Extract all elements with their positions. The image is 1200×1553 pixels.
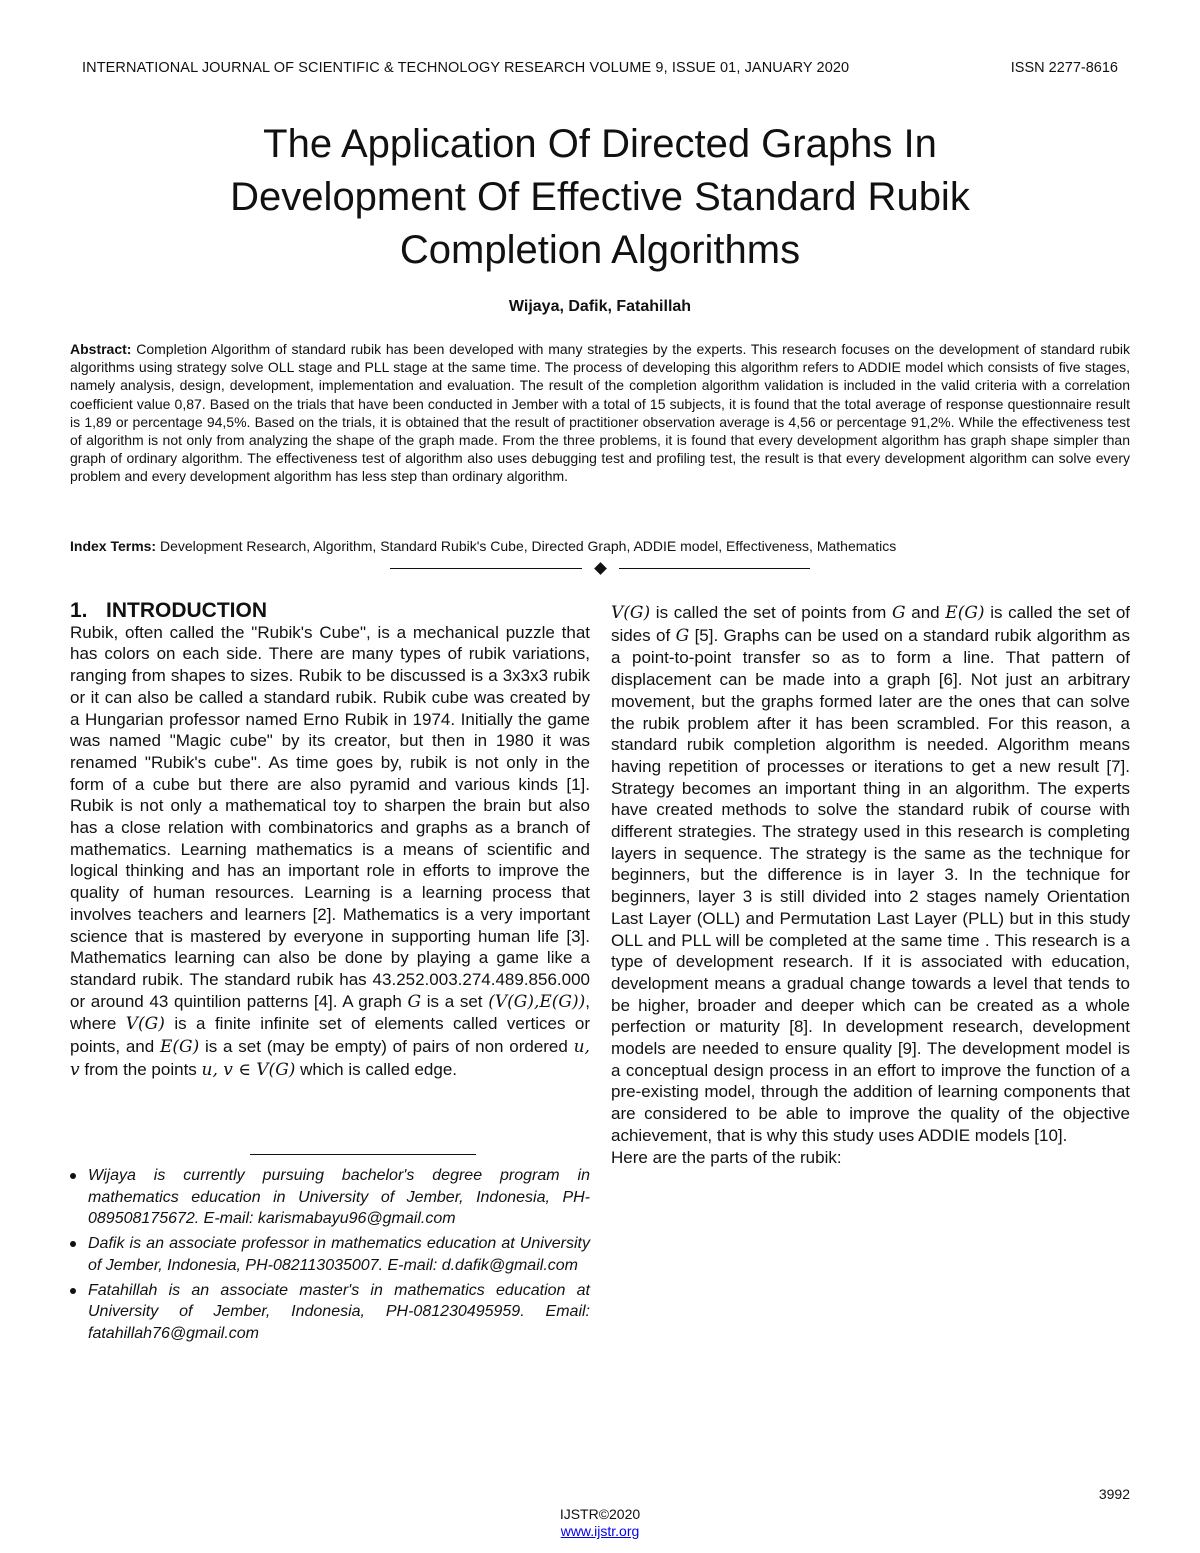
footnote-text: Dafik is an associate professor in mathematics education at University of Jember, Indonesia, PH-082113035007. E-mail: d.dafik@gmail.com (88, 1235, 590, 1274)
math-EG: E(G) (159, 1037, 200, 1058)
footnote-item (70, 1233, 590, 1276)
bullet-icon (70, 1241, 76, 1247)
section-heading (70, 600, 590, 622)
abstract-text: Completion Algorithm of standard rubik has been developed with many strategies by the experts. This research focuses on the development of standard rubik algorithms using strategy solve OLL stage and PLL stage at the same time. The process of developing this algorithm refers to ADDIE model which consists of five stages, namely analysis, design, development, implementation and evaluation. The result of the completion algorithm validation is included in the valid criteria with a correlation coefficient value 0,87. Based on the trials that have been conducted in Jember with a total of 15 subjects, it is found that the total average of response questionnaire result is 1,89 or percentage 94,5%. Based on the trials, it is obtained that the result of practitioner observation average is 4,56 or percentage 91,2%. While the effectiveness test of algorithm is not only from analyzing the shape of the graph made. From the three problems, it is found that every development algorithm has graph shape simpler than graph of ordinary algorithm. The effectiveness test of algorithm also uses debugging test and profiling test, the result is that every development algorithm can solve every problem and every development algorithm has less step than ordinary algorithm. (70, 341, 1131, 485)
title-line: The Application Of Directed Graphs In (263, 122, 937, 166)
math-uv: u, v (70, 1037, 590, 1080)
text-fragment: is a finite infinite set of elements called vertices or points, and (70, 1014, 591, 1057)
text-fragment: is a set (426, 991, 483, 1011)
text-fragment: is called the set of sides of (611, 603, 1131, 645)
bullet-icon (70, 1173, 76, 1179)
left-column (70, 600, 590, 1081)
author-footnotes (70, 1165, 590, 1348)
title-line: Completion Algorithms (399, 228, 801, 272)
divider-line (390, 568, 582, 569)
title-line: Development Of Effective Standard Rubik (230, 175, 970, 219)
text-fragment: from the points (84, 1059, 197, 1079)
body-text: [5]. Graphs can be used on a standard rubik algorithm as a point-to-point transfer so as to form a line. That pattern of displacement can be made into a graph [6]. Not just an arbitrary movement, but the graphs formed later are the ones that can solve the rubik problem after it has been scrambled. For this reason, a standard rubik completion algorithm is needed. Algorithm means having repetition of processes or iterations to get a new result [7]. Strategy becomes an important thing in an algorithm. The experts have created methods to solve the standard rubik of course with different strategies. The strategy used in this research is completing layers in sequence. The strategy is the same as the technique for beginners, but the difference is in layer 3. In the technique for beginners, layer 3 is still divided into 2 stages namely Orientation Last Layer (OLL) and Permutation Last Layer (PLL) but in this study OLL and PLL will be completed at the same time . This research is a type of development research. If it is associated with education, development means a gradual change towards a level that tends to be higher, broader and deeper which can be created as a whole perfection or maturity [8]. In development research, development models are needed to ensure quality [9]. The development model is a conceptual design process in an effort to improve the function of a pre-existing model, through the addition of learning components that are considered to be able to improve the quality of the objective achievement, that is why this study uses ADDIE models [10]. (611, 625, 1130, 1145)
intro-paragraph (70, 622, 590, 1082)
text-fragment: , where (70, 991, 590, 1034)
issn-label: ISSN 2277-8616 (1010, 60, 1118, 76)
text-fragment: is a set (may be empty) of pairs of non ordered (205, 1037, 568, 1057)
body-text: Here are the parts of the rubik: (611, 1147, 842, 1167)
diamond-icon (594, 562, 607, 575)
paper-title (100, 118, 1100, 277)
right-column (611, 602, 1130, 1168)
math-VG: V(G) (611, 603, 651, 623)
footnote-item (70, 1280, 590, 1345)
intro-text: Rubik, often called the "Rubik's Cube", is a mechanical puzzle that has colors on each side. There are many types of rubik variations, ranging from shapes to sizes. Rubik to be discussed is a 3x3x3 rubik or it can also be called a standard rubik. Rubik cube was created by a Hungarian professor named Erno Rubik in 1974. Initially the game was named "Magic cube" by its creator, but then in 1980 it was renamed "Rubik's cube". As time goes by, rubik is not only in the form of a cube but there are also pyramid and various kinds [1]. Rubik is not only a mathematical toy to sharpen the brain but also has a close relation with combinatorics and graphs as a branch of mathematics. Learning mathematics is a means of scientific and logical thinking and has an important role in efforts to improve the quality of human resources. Learning is a learning process that involves teachers and learners [2]. Mathematics is a very important science that is mastered by everyone in supporting human life [3]. Mathematics learning can also be done by playing a game like a standard rubik. The standard rubik has 43.252.003.274.489.856.000 or around 43 quintilion patterns [4]. A graph (70, 622, 590, 1011)
journal-website-link[interactable]: www.ijstr.org (560, 1523, 640, 1539)
footnote-text: Fatahillah is an associate master's in mathematics education at University of Jember, Indonesia, PH-081230495959. Email: fatahillah76@gmail.com (88, 1281, 590, 1342)
journal-running-head: INTERNATIONAL JOURNAL OF SCIENTIFIC & TECHNOLOGY RESEARCH VOLUME 9, ISSUE 01, JANUARY 2020 (82, 60, 850, 76)
section-title: INTRODUCTION (106, 599, 267, 622)
bullet-icon (70, 1288, 76, 1294)
index-terms-text: Development Research, Algorithm, Standard Rubik's Cube, Directed Graph, ADDIE model, Effectiveness, Mathematics (160, 538, 897, 554)
math-G: G (675, 625, 690, 646)
math-EG: E(G) (945, 603, 985, 623)
footnote-text: Wijaya is currently pursuing bachelor's degree program in mathematics education in University of Jember, Indonesia, PH-089508175672. E-mail: karismabayu96@gmail.com (88, 1167, 590, 1228)
footnote-item (70, 1165, 590, 1230)
footnote-rule (250, 1154, 476, 1155)
copyright-label: IJSTR©2020 (559, 1506, 641, 1522)
body-paragraph (611, 1147, 1130, 1169)
math-G: G (407, 991, 422, 1012)
abstract-label: Abstract: (70, 341, 132, 357)
math-G: G (891, 603, 906, 623)
math-uv-in-VG: u, v ∈ V(G) (201, 1059, 296, 1080)
math-set-VE: (V(G),E(G)) (488, 991, 586, 1012)
text-fragment: and (911, 603, 940, 622)
math-VG: V(G) (125, 1014, 165, 1035)
text-fragment: is called the set of points from (655, 603, 887, 622)
section-divider (390, 560, 810, 576)
abstract (70, 340, 1130, 486)
page-number: 3992 (1098, 1486, 1130, 1502)
body-paragraph (611, 602, 1130, 1147)
text-fragment: which is called edge. (300, 1059, 458, 1079)
section-number: 1. (70, 599, 88, 622)
divider-line (619, 568, 811, 569)
index-terms (70, 538, 1130, 554)
index-terms-label: Index Terms: (70, 538, 157, 554)
author-list: Wijaya, Dafik, Fatahillah (508, 298, 692, 315)
footer-link-wrap (0, 1523, 1200, 1539)
